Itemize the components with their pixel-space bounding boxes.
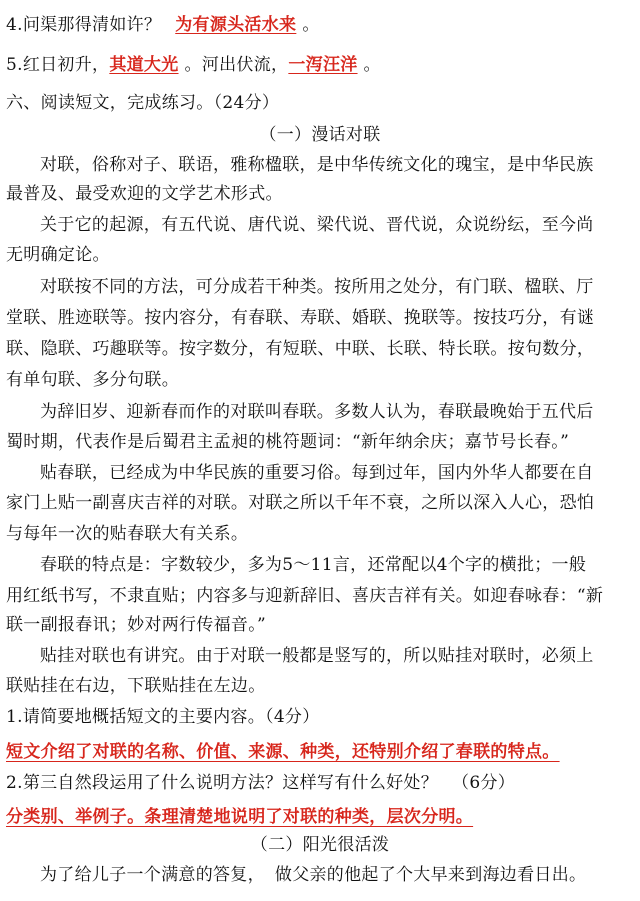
paragraph-line: 无明确定论。 — [6, 245, 110, 265]
answer-2 — [6, 806, 634, 828]
answer-text: 短文介绍了对联的名称、价值、来源、种类，还特别介绍了春联的特点。 — [6, 742, 560, 762]
answer-1 — [6, 741, 634, 763]
question-4: 4.问渠那得清如许？ 为有源头活水来 。 — [6, 15, 320, 35]
paragraph-line: 春联的特点是：字数较少，多为5～11言，还常配以4个字的横批；一般 — [40, 555, 587, 575]
paragraph-line: 联贴挂在右边，下联贴挂在左边。 — [6, 676, 266, 696]
paragraph-line: 家门上贴一副喜庆吉祥的对联。对联之所以千年不衰，之所以深入人心，恐怕 — [6, 493, 595, 513]
paragraph-line: 最普及、最受欢迎的文学艺术形式。 — [6, 184, 283, 204]
paragraph-line: 为了给儿子一个满意的答复， 做父亲的他起了个大早来到海边看日出。 — [40, 865, 587, 885]
paragraph-line: 蜀时期，代表作是后蜀君主孟昶的桃符题词：“新年纳余庆；嘉节号长春。” — [6, 432, 570, 452]
paragraph-line: 关于它的起源，有五代说、唐代说、梁代说、晋代说，众说纷纭，至今尚 — [40, 215, 594, 235]
passage-title: （二）阳光很活泼 — [250, 835, 390, 855]
paragraph-line: 对联，俗称对子、联语，雅称楹联，是中华传统文化的瑰宝，是中华民族 — [40, 155, 594, 175]
paragraph-line: 有单句联、多分句联。 — [6, 370, 179, 390]
answer-blank: 其道大光 — [109, 55, 179, 75]
section-heading: 六、阅读短文，完成练习。（24分） — [6, 93, 280, 113]
paragraph-line: 贴挂对联也有讲究。由于对联一般都是竖写的，所以贴挂对联时，必须上 — [40, 646, 594, 666]
paragraph-line: 对联按不同的方法，可分成若干种类。按所用之处分，有门联、楹联、厅 — [40, 277, 594, 297]
paragraph-line: 堂联、胜迹联等。按内容分，有春联、寿联、婚联、挽联等。按技巧分，有谜 — [6, 308, 595, 328]
answer-text: 分类别、举例子。条理清楚地说明了对联的种类，层次分明。 — [6, 807, 474, 827]
paragraph-line: 贴春联，已经成为中华民族的重要习俗。每到过年，国内外华人都要在自 — [40, 463, 594, 483]
paragraph-line: 联一副报春讯；妙对两行传福音。” — [6, 615, 266, 635]
passage-title: （一）漫话对联 — [259, 125, 381, 145]
paragraph-line: 与每年一次的贴春联大有关系。 — [6, 524, 249, 544]
answer-blank: 为有源头活水来 — [175, 15, 297, 35]
answer-blank: 一泻汪洋 — [288, 55, 358, 75]
paragraph-line: 为辞旧岁、迎新春而作的对联叫春联。多数人认为，春联最晚始于五代后 — [40, 402, 594, 422]
question-5: 5.红日初升，其道大光 。河出伏流，一泻汪洋 。 — [6, 55, 381, 75]
paragraph-line: 用红纸书写，不隶直贴；内容多与迎新辞旧、喜庆吉祥有关。如迎春咏春：“新 — [6, 586, 604, 606]
paragraph-line: 联、隐联、巧趣联等。按字数分，有短联、中联、长联、特长联。按句数分， — [6, 339, 595, 359]
question-2: 2.第三自然段运用了什么说明方法？这样写有什么好处？ （6分） — [6, 773, 516, 793]
question-1: 1.请简要地概括短文的主要内容。（4分） — [6, 707, 320, 727]
